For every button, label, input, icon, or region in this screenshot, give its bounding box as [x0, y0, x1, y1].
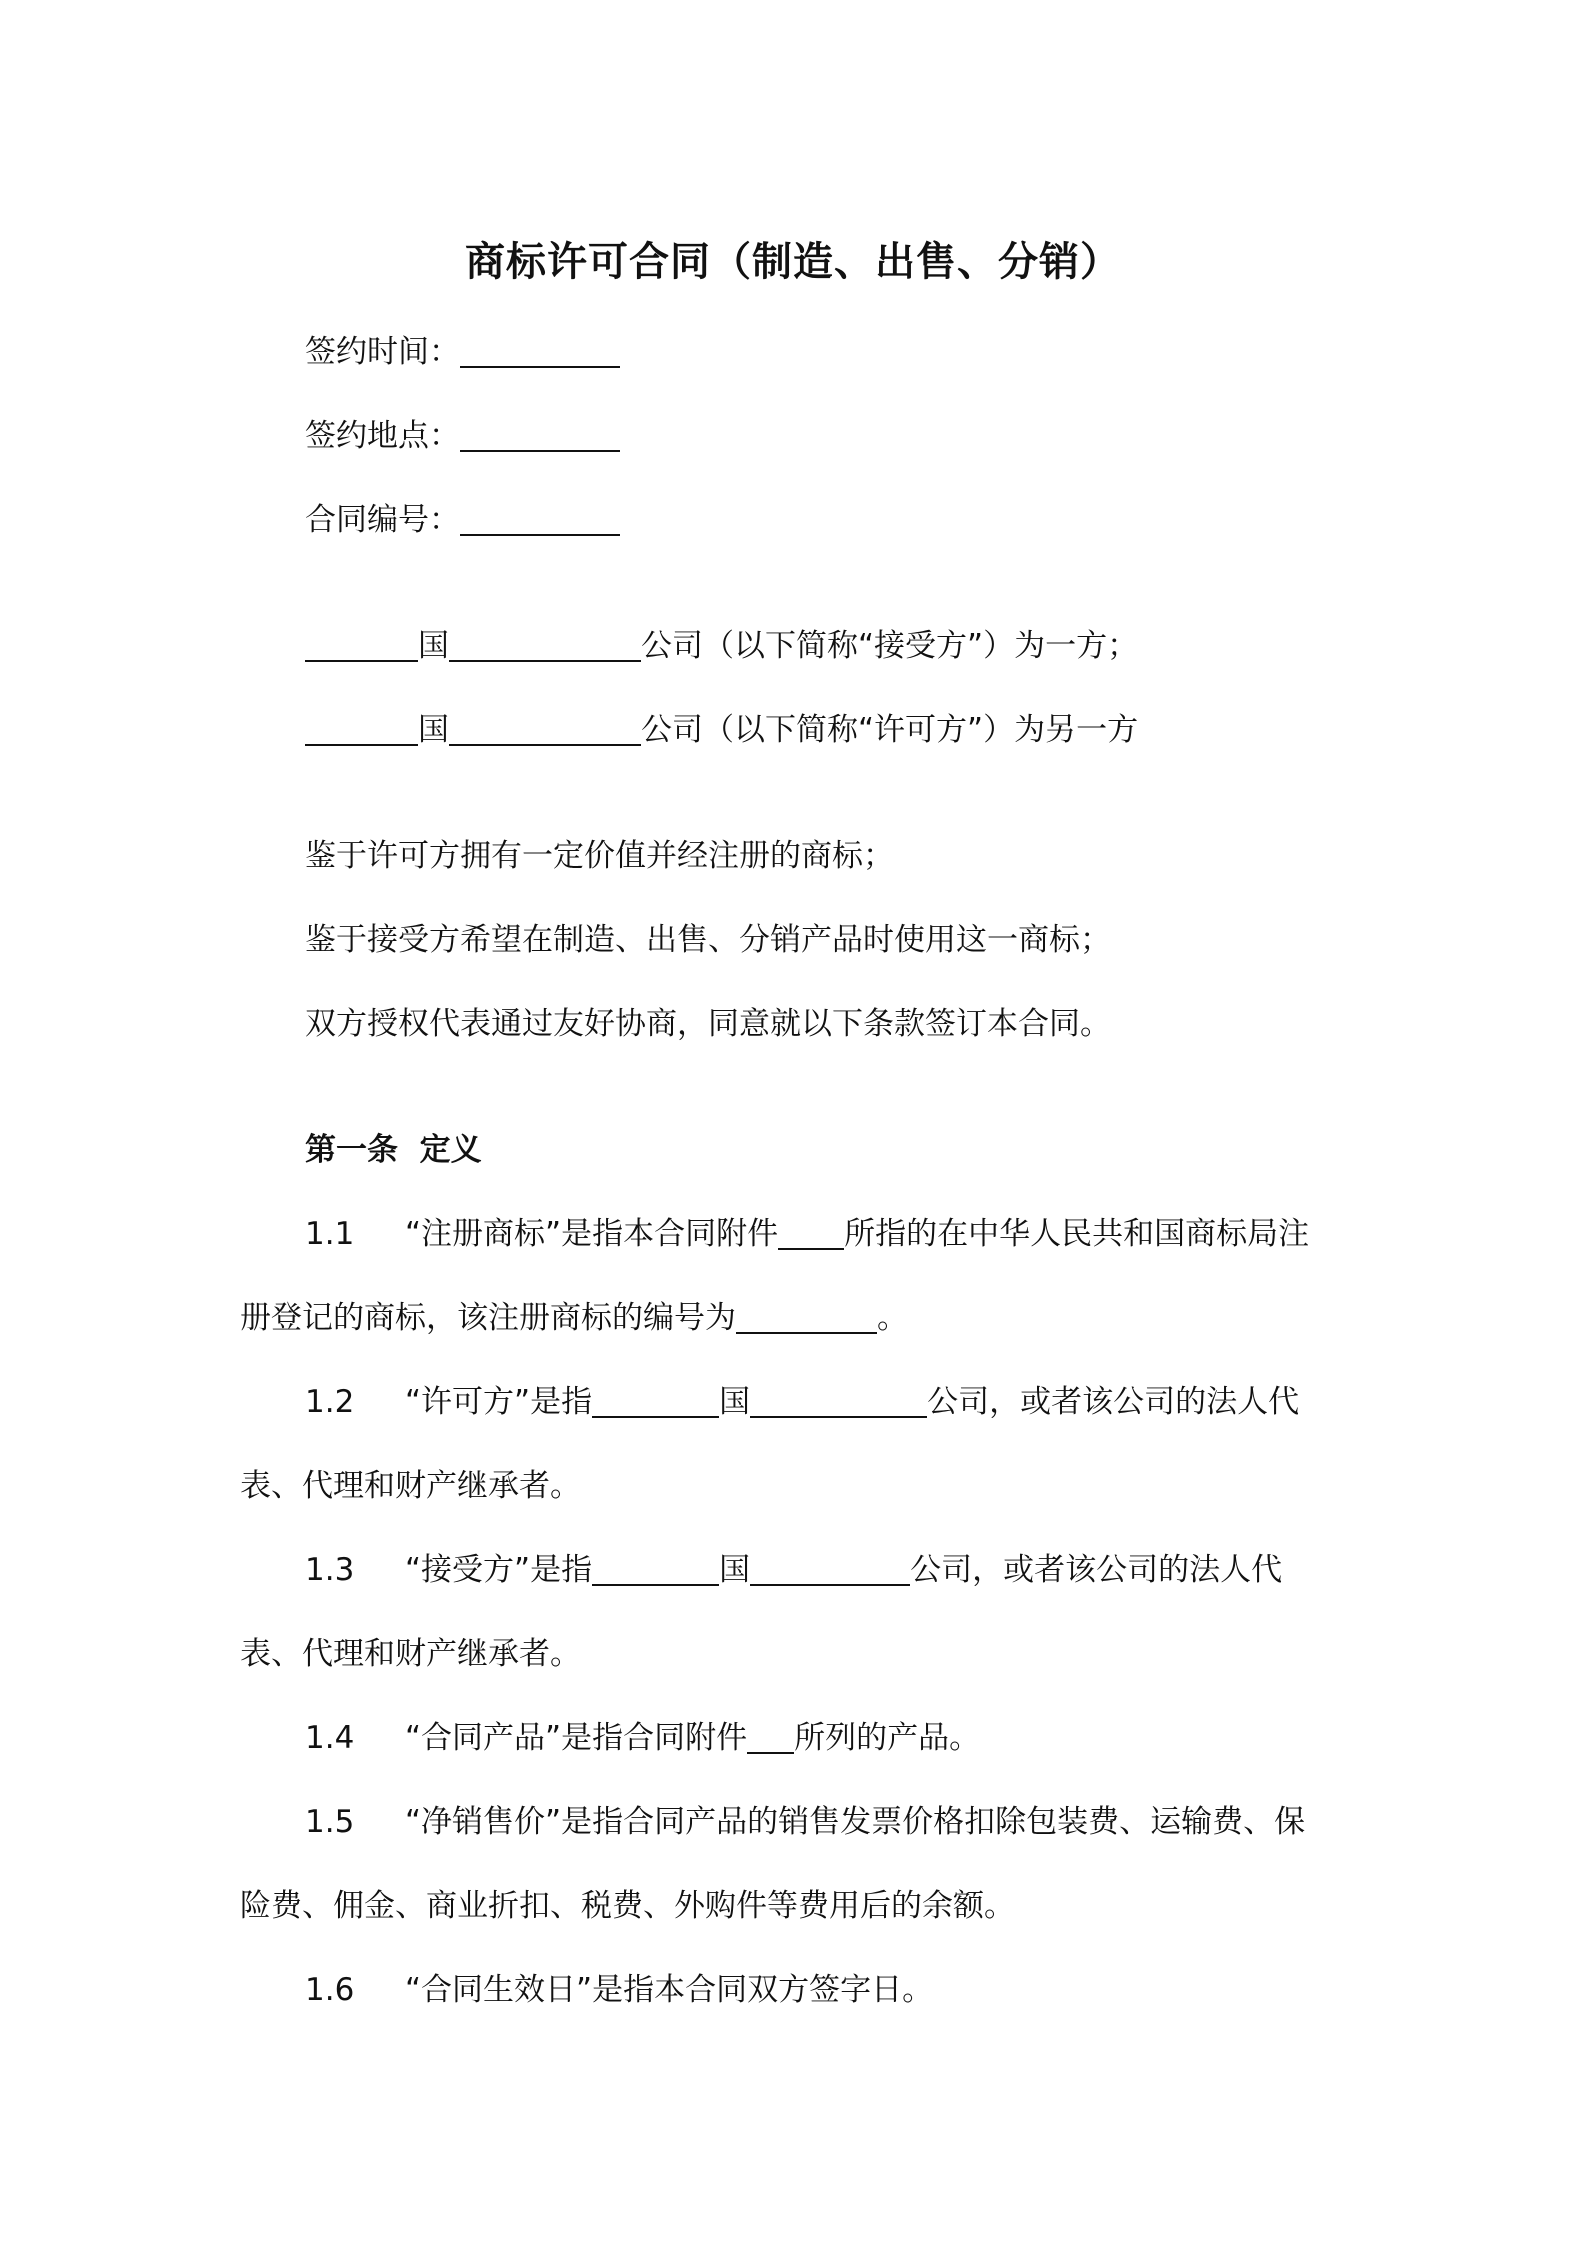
clause-1-2-text-a: “许可方”是指 — [405, 1384, 593, 1420]
clause-1-2-company-blank[interactable] — [750, 1386, 927, 1418]
clause-1-4 — [305, 1716, 980, 1760]
clause-1-3-company-blank[interactable] — [750, 1554, 910, 1586]
signing-place-field — [305, 414, 620, 458]
clause-1-2-country-blank[interactable] — [592, 1386, 719, 1418]
clause-1-3-text-a: “接受方”是指 — [405, 1552, 593, 1588]
clause-1-1-text-b: 所指的在中华人民共和国商标局注 — [844, 1216, 1310, 1252]
clause-1-2-cont: 表、代理和财产继承者。 — [240, 1468, 581, 1504]
clause-1-3-text-c: 公司，或者该公司的法人代 — [910, 1552, 1283, 1588]
signing-time-label: 签约时间： — [305, 334, 460, 370]
clause-1-1-annex-blank[interactable] — [778, 1218, 844, 1250]
recital-2: 鉴于接受方希望在制造、出售、分销产品时使用这一商标； — [305, 922, 1111, 958]
clause-1-2-number: 1.2 — [305, 1384, 355, 1420]
signing-place-blank[interactable] — [460, 420, 620, 452]
clause-1-3-cont: 表、代理和财产继承者。 — [240, 1636, 581, 1672]
page-title: 商标许可合同（制造、出售、分销） — [465, 239, 1121, 285]
clause-1-1-number: 1.1 — [305, 1216, 355, 1252]
licensor-country-blank[interactable] — [305, 714, 418, 746]
clause-1-4-annex-blank[interactable] — [747, 1722, 794, 1754]
party-licensee — [305, 624, 1138, 668]
contract-number-blank[interactable] — [460, 504, 620, 536]
clause-1-1-number-blank[interactable] — [736, 1302, 877, 1334]
clause-1-2 — [305, 1380, 1299, 1424]
clause-1-4-number: 1.4 — [305, 1720, 355, 1756]
signing-time-field — [305, 330, 620, 374]
clause-1-4-text-a: “合同产品”是指合同附件 — [405, 1720, 748, 1756]
licensee-country-label: 国 — [418, 628, 449, 664]
clause-1-1-cont — [240, 1296, 908, 1340]
clause-1-2-text-b: 国 — [719, 1384, 751, 1420]
licensor-company-blank[interactable] — [449, 714, 641, 746]
clause-1-3-text-b: 国 — [719, 1552, 751, 1588]
recital-3: 双方授权代表通过友好协商，同意就以下条款签订本合同。 — [305, 1006, 1111, 1042]
clause-1-5-text-a: “净销售价”是指合同产品的销售发票价格扣除包装费、运输费、保 — [405, 1804, 1306, 1840]
clause-1-5 — [305, 1800, 1305, 1844]
licensee-country-blank[interactable] — [305, 630, 418, 662]
clause-1-4-text-b: 所列的产品。 — [794, 1720, 981, 1756]
clause-1-2-text-c: 公司，或者该公司的法人代 — [927, 1384, 1300, 1420]
clause-1-1-text-c: 册登记的商标，该注册商标的编号为 — [240, 1300, 736, 1336]
contract-number-label: 合同编号： — [305, 502, 460, 538]
clause-1-1-text-d: 。 — [877, 1300, 908, 1336]
clause-1-5-number: 1.5 — [305, 1804, 355, 1840]
clause-1-5-cont: 险费、佣金、商业折扣、税费、外购件等费用后的余额。 — [240, 1888, 1015, 1924]
licensee-company-blank[interactable] — [449, 630, 641, 662]
clause-1-3 — [305, 1548, 1282, 1592]
licensor-country-label: 国 — [418, 712, 449, 748]
contract-number-field — [305, 498, 620, 542]
clause-1-1-text-a: “注册商标”是指本合同附件 — [405, 1216, 779, 1252]
article-1-heading: 第一条 定义 — [305, 1132, 482, 1168]
party-licensor — [305, 708, 1138, 752]
clause-1-3-country-blank[interactable] — [592, 1554, 719, 1586]
recital-1: 鉴于许可方拥有一定价值并经注册的商标； — [305, 838, 894, 874]
clause-1-3-number: 1.3 — [305, 1552, 355, 1588]
clause-1-1 — [305, 1212, 1309, 1256]
signing-time-blank[interactable] — [460, 336, 620, 368]
licensor-company-text: 公司（以下简称“许可方”）为另一方 — [641, 712, 1139, 748]
clause-1-6-number: 1.6 — [305, 1972, 355, 2008]
licensee-company-text: 公司（以下简称“接受方”）为一方； — [641, 628, 1139, 664]
signing-place-label: 签约地点： — [305, 418, 460, 454]
clause-1-6 — [305, 1968, 933, 2012]
clause-1-6-text-a: “合同生效日”是指本合同双方签字日。 — [405, 1972, 934, 2008]
